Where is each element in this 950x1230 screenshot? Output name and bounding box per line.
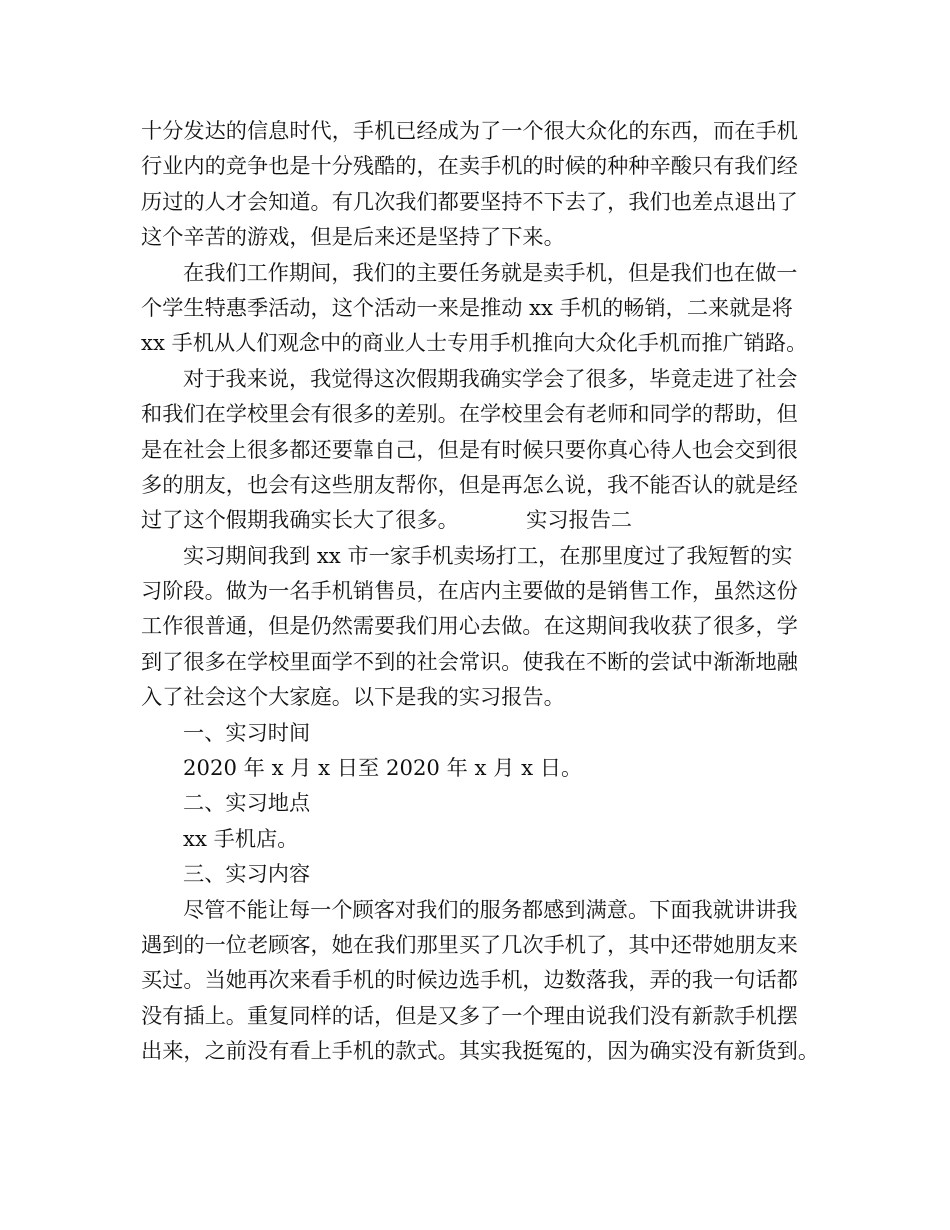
text-line: 过了这个假期我确实长大了很多。 实习报告二 [141,507,633,533]
text-line: 实习期间我到 xx 市一家手机卖场打工，在那里度过了我短暂的实 [183,542,793,568]
text-line: 买过。当她再次来看手机的时候边选手机，边数落我，弄的我一句话都 [141,967,798,993]
text-line: 尽管不能让每一个顾客对我们的服务都感到满意。下面我就讲讲我 [183,896,798,922]
text-line: 没有插上。重复同样的话，但是又多了一个理由说我们没有新款手机摆 [141,1002,798,1028]
text-line: 入了社会这个大家庭。以下是我的实习报告。 [141,684,565,710]
document-body [141,113,831,1069]
text-line: 习阶段。做为一名手机销售员，在店内主要做的是销售工作，虽然这份 [141,578,798,604]
text-line: 2020 年 x 月 x 日至 2020 年 x 月 x 日。 [183,755,583,781]
text-line: 对于我来说，我觉得这次假期我确实学会了很多，毕竟走进了社会 [183,365,798,391]
text-line: 遇到的一位老顾客，她在我们那里买了几次手机了，其中还带她朋友来 [141,931,798,957]
text-line: 多的朋友，也会有这些朋友帮你，但是再怎么说，我不能否认的就是经 [141,471,798,497]
section-heading: 二、实习地点 [183,790,311,816]
section-heading: 一、实习时间 [183,719,311,745]
text-line: 十分发达的信息时代，手机已经成为了一个很大众化的东西，而在手机 [141,118,798,143]
text-line: 和我们在学校里会有很多的差别。在学校里会有老师和同学的帮助，但 [141,401,798,427]
text-line: 行业内的竞争也是十分残酷的，在卖手机的时候的种种辛酸只有我们经 [141,153,798,179]
text-line: 这个辛苦的游戏，但是后来还是坚持了下来。 [141,224,565,250]
text-line: 历过的人才会知道。有几次我们都要坚持不下去了，我们也差点退出了 [141,188,798,214]
text-line: 工作很普通，但是仍然需要我们用心去做。在这期间我收获了很多，学 [141,613,798,639]
text-line: 是在社会上很多都还要靠自己，但是有时候只要你真心待人也会交到很 [141,436,798,462]
text-line: 在我们工作期间，我们的主要任务就是卖手机，但是我们也在做一 [183,259,798,285]
text-line: xx 手机从人们观念中的商业人士专用手机推向大众化手机而推广销路。 [141,330,808,356]
text-line: xx 手机店。 [183,825,299,851]
section-heading: 三、实习内容 [183,861,311,887]
text-line: 个学生特惠季活动，这个活动一来是推动 xx 手机的畅销，二来就是将 [141,294,793,320]
text-line: 出来，之前没有看上手机的款式。其实我挺冤的，因为确实没有新货到。 [141,1038,820,1064]
text-line: 到了很多在学校里面学不到的社会常识。使我在不断的尝试中渐渐地融 [141,648,798,674]
